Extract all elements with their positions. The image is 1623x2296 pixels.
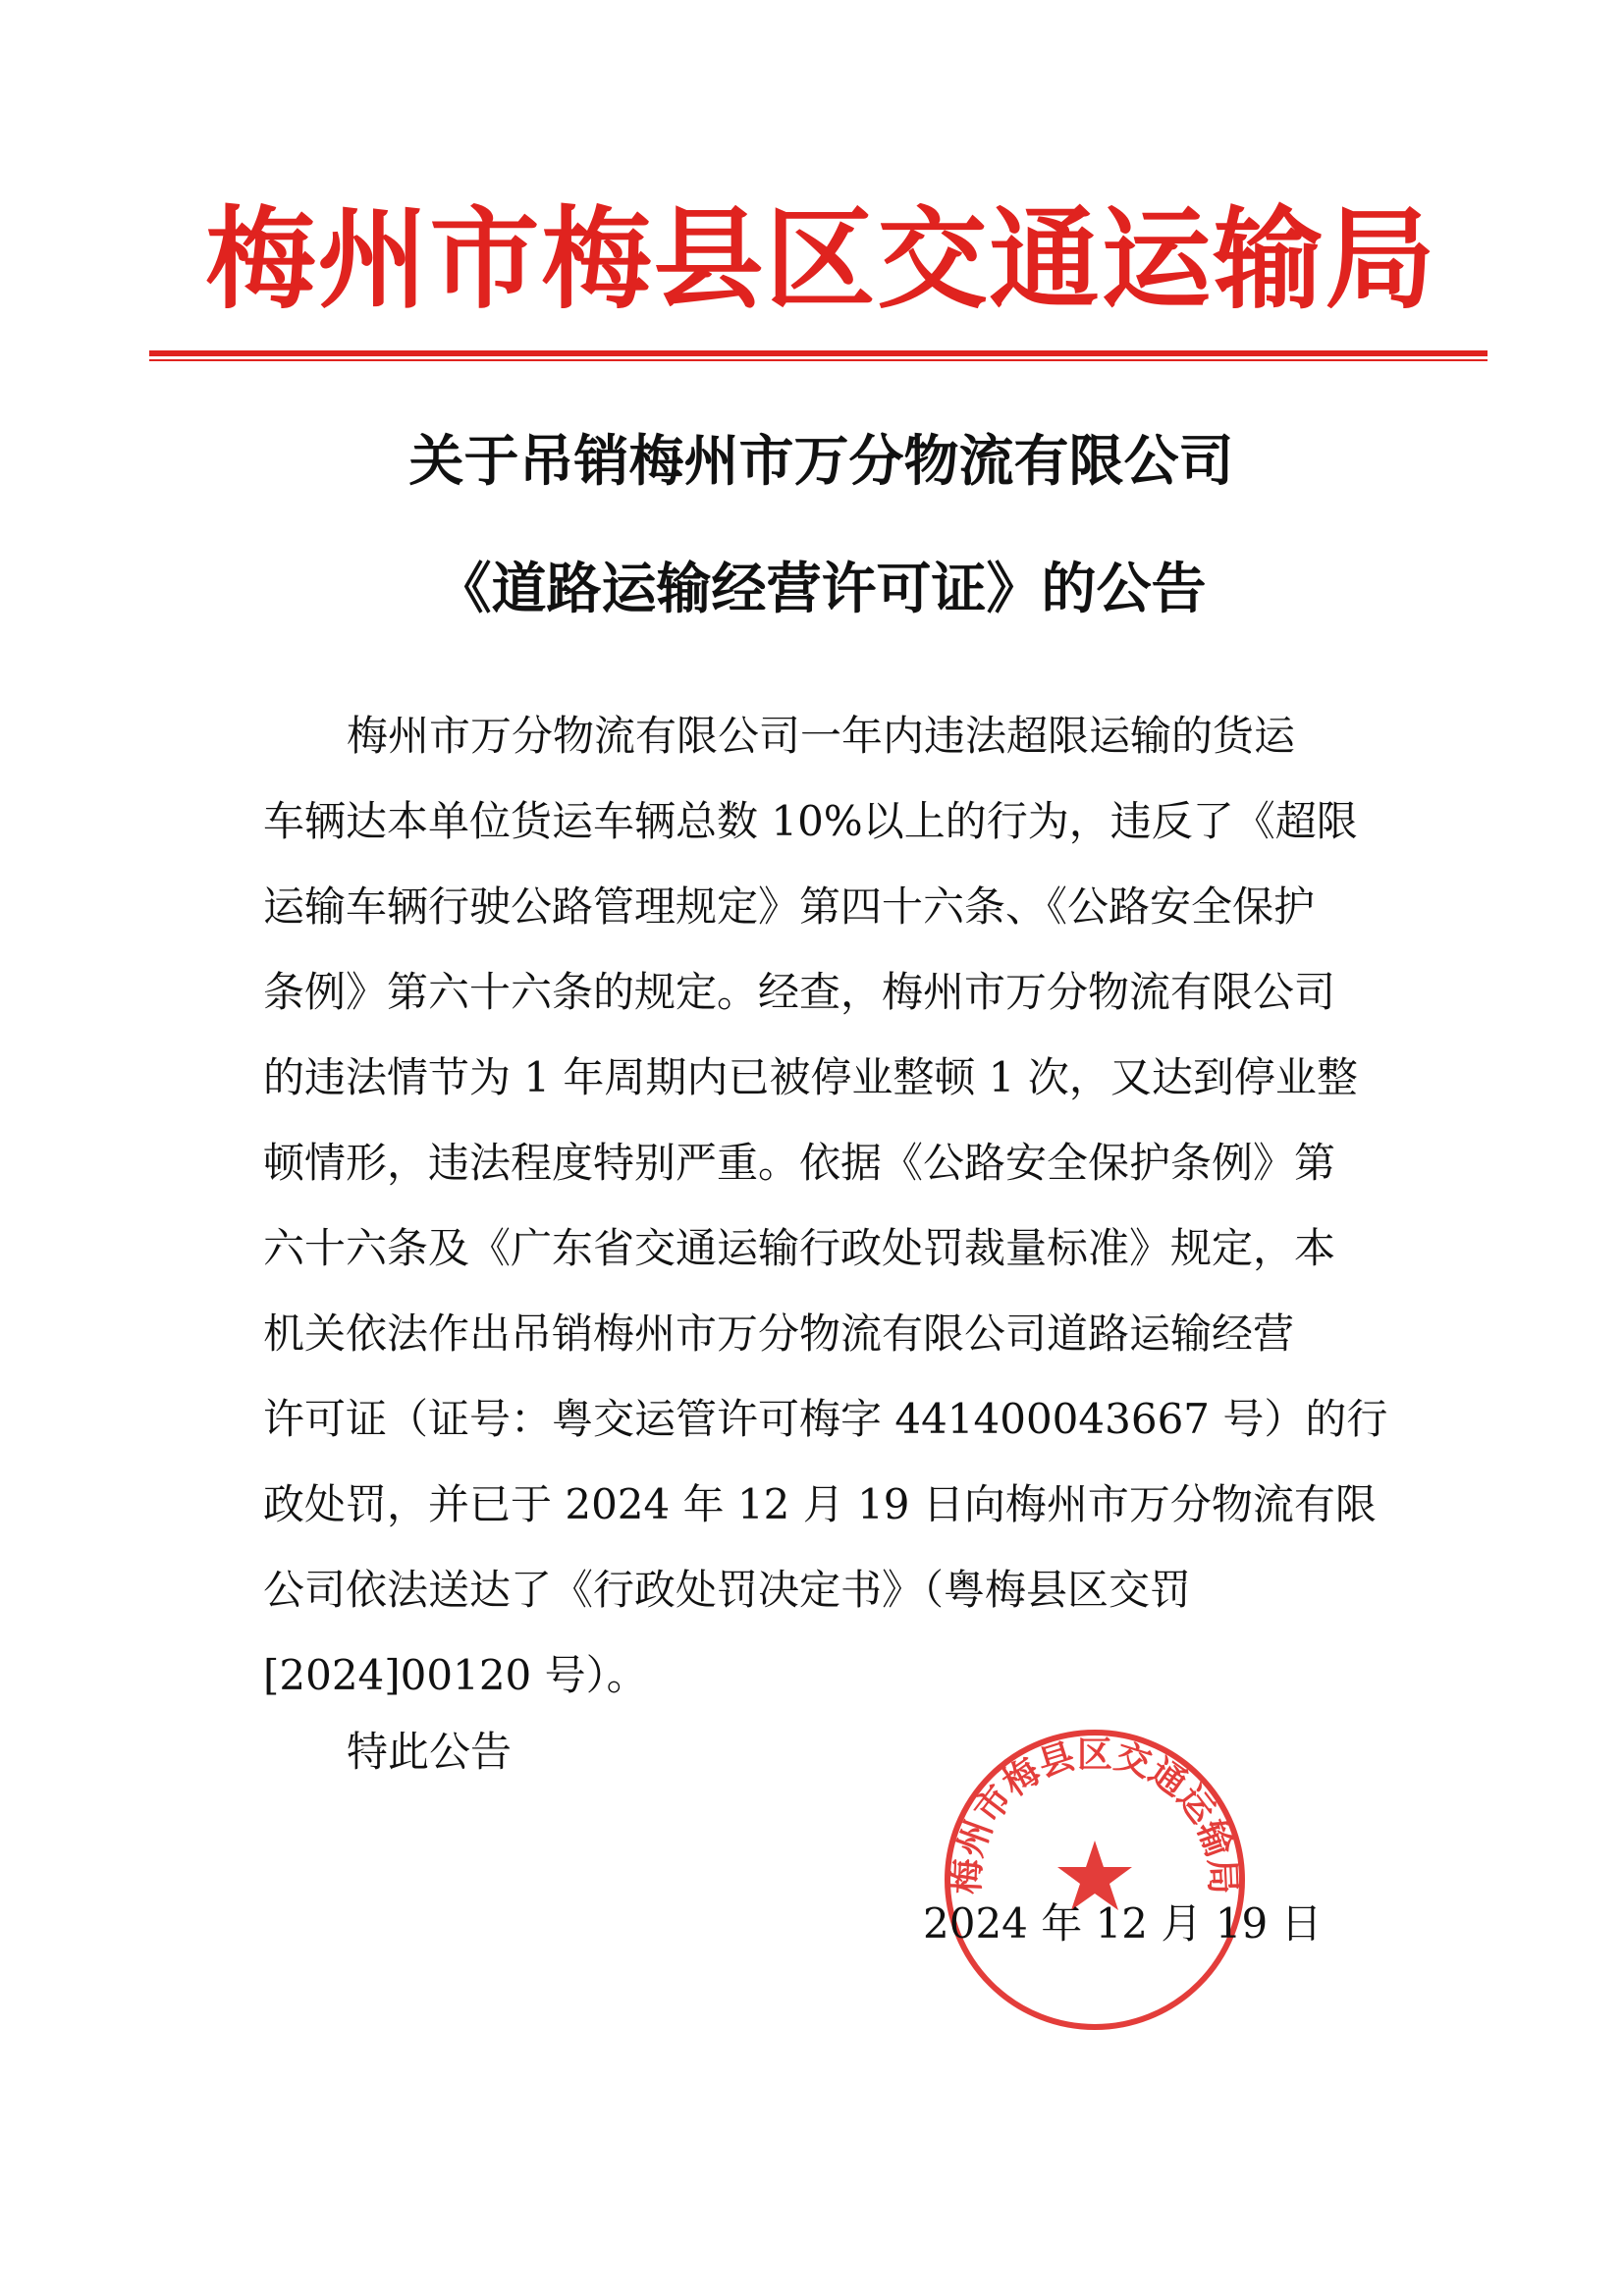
official-seal xyxy=(938,1723,1252,2037)
body-line-12: [2024]00120 号）。 xyxy=(263,1651,648,1699)
body-line-10: 政处罚，并已于 2024 年 12 月 19 日向梅州市万分物流有限 xyxy=(263,1480,1377,1528)
closing-statement: 特此公告 xyxy=(347,1728,513,1776)
document-title-line-1: 关于吊销梅州市万分物流有限公司 xyxy=(408,429,1234,494)
letterhead-title: 梅州市梅县区交通运输局 xyxy=(205,195,1437,324)
body-line-9: 许可证（证号：粤交运管许可梅字 441400043667 号）的行 xyxy=(263,1395,1388,1443)
body-line-7: 六十六条及《广东省交通运输行政处罚裁量标准》规定，本 xyxy=(263,1224,1336,1272)
body-line-3: 运输车辆行驶公路管理规定》第四十六条、《公路安全保护 xyxy=(263,882,1316,931)
seal-text: 梅州市梅县区交通运输局 xyxy=(946,1734,1244,1896)
document-title-line-2: 《道路运输经营许可证》的公告 xyxy=(436,557,1207,621)
body-line-1: 梅州市万分物流有限公司一年内违法超限运输的货运 xyxy=(347,712,1296,760)
body-line-2: 车辆达本单位货运车辆总数 10%以上的行为，违反了《超限 xyxy=(263,797,1358,845)
body-line-8: 机关依法作出吊销梅州市万分物流有限公司道路运输经营 xyxy=(263,1309,1295,1358)
body-line-5: 的违法情节为 1 年周期内已被停业整顿 1 次，又达到停业整 xyxy=(263,1053,1358,1101)
letterhead-rule-thick xyxy=(149,350,1488,356)
letterhead-rule-thin xyxy=(149,359,1488,361)
body-line-11: 公司依法送达了《行政处罚决定书》（粤梅县区交罚 xyxy=(263,1566,1192,1614)
issue-date: 2024 年 12 月 19 日 xyxy=(923,1899,1323,1948)
body-line-4: 条例》第六十六条的规定。经查，梅州市万分物流有限公司 xyxy=(263,968,1336,1016)
body-line-6: 顿情形，违法程度特别严重。依据《公路安全保护条例》第 xyxy=(263,1139,1336,1187)
